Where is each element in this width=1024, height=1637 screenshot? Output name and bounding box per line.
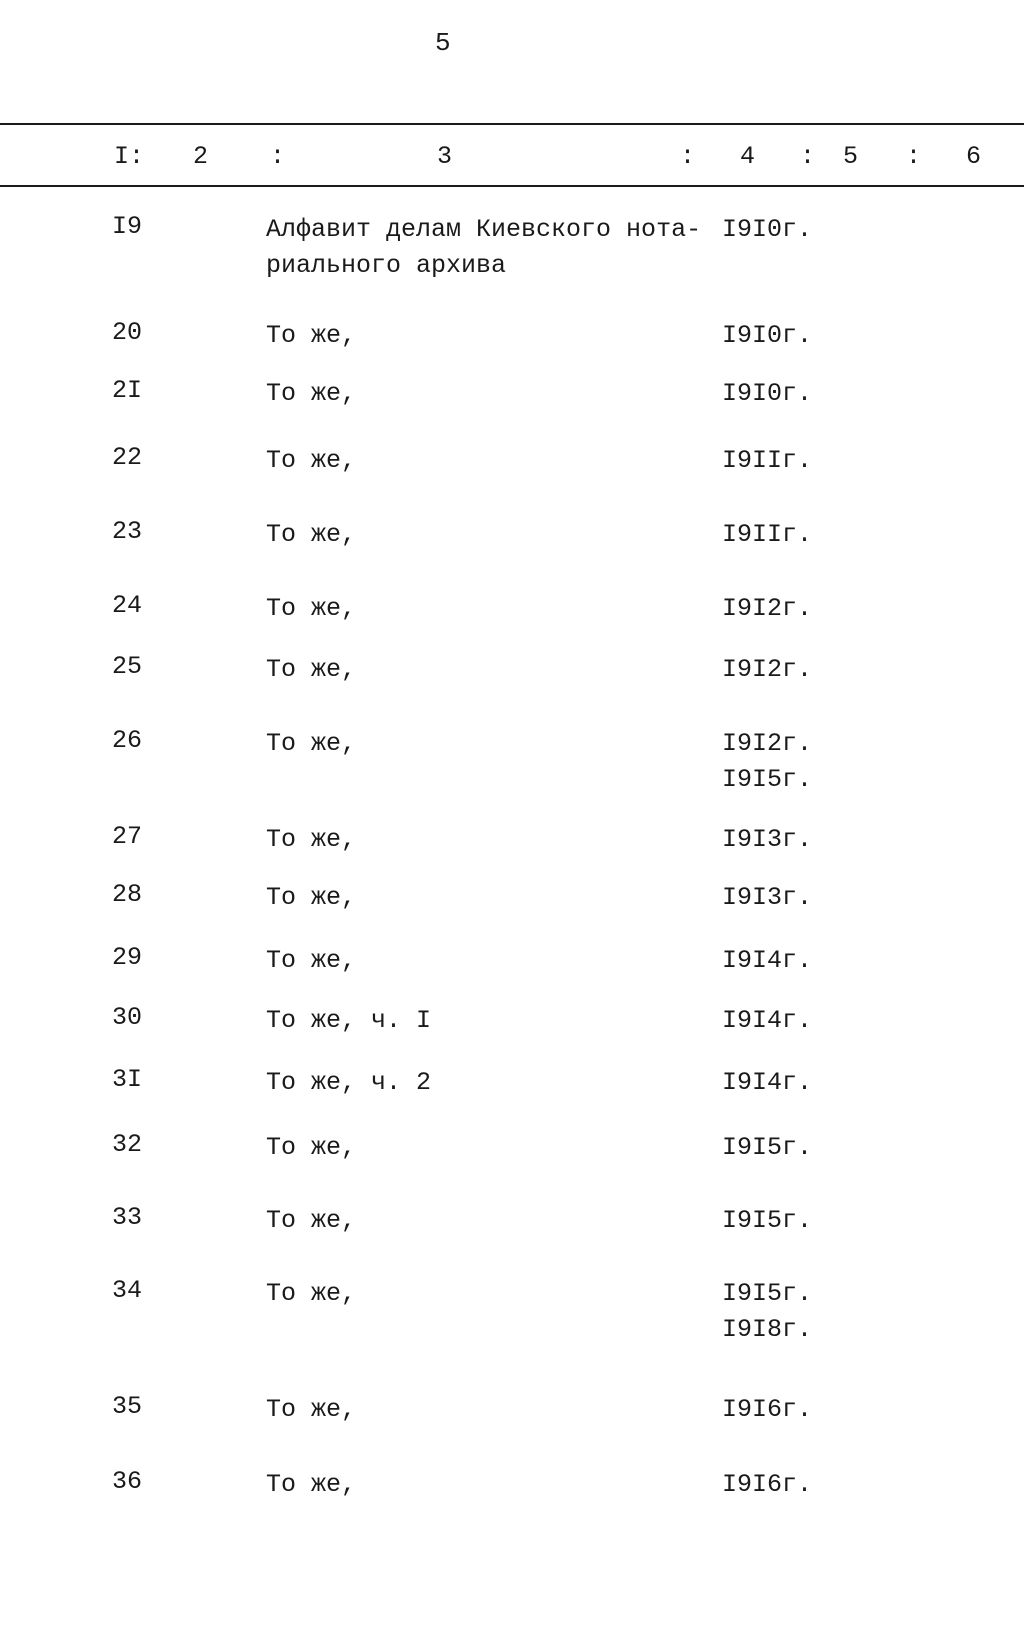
item-date: I9I8г.	[722, 1315, 813, 1344]
item-dates	[722, 212, 812, 248]
item-date: I9I5г.	[722, 1133, 813, 1162]
item-date: I9I0г.	[722, 379, 813, 408]
item-number: 28	[112, 880, 143, 909]
item-dates	[722, 1203, 812, 1239]
header-col-6: 6	[966, 142, 982, 171]
item-dates	[722, 726, 812, 798]
item-date: I9I3г.	[722, 883, 813, 912]
item-title: То же,	[266, 1470, 357, 1499]
item-title: То же,	[266, 520, 357, 549]
item-title: То же,	[266, 825, 357, 854]
item-date: I9I0г.	[722, 321, 813, 350]
header-separator: :	[270, 142, 286, 171]
item-date: I9IIг.	[722, 520, 813, 549]
header-bottom-rule	[0, 185, 1024, 187]
item-date: I9I4г.	[722, 1006, 813, 1035]
item-number: 32	[112, 1130, 143, 1159]
item-title: То же,	[266, 446, 357, 475]
item-dates	[722, 1003, 812, 1039]
column-header-row	[0, 142, 1024, 172]
item-title: То же,	[266, 1133, 357, 1162]
header-separator: :	[906, 142, 922, 171]
item-title: То же, ч. I	[266, 1006, 432, 1035]
item-date: I9I4г.	[722, 1068, 813, 1097]
item-date: I9I0г.	[722, 215, 813, 244]
header-separator: :	[680, 142, 696, 171]
item-date: I9I5г.	[722, 1279, 813, 1308]
item-number: I9	[112, 212, 143, 241]
item-title: То же, ч. 2	[266, 1068, 432, 1097]
header-col-2: 2	[193, 142, 209, 171]
item-number: 22	[112, 443, 143, 472]
item-dates	[722, 318, 812, 354]
item-date: I9IIг.	[722, 446, 813, 475]
item-title: То же,	[266, 379, 357, 408]
item-number: 35	[112, 1392, 143, 1421]
item-number: 3I	[112, 1065, 143, 1094]
item-number: 23	[112, 517, 143, 546]
item-number: 33	[112, 1203, 143, 1232]
item-number: 20	[112, 318, 143, 347]
item-number: 30	[112, 1003, 143, 1032]
item-title: Алфавит делам Киевского нота- риального архива	[266, 215, 702, 280]
item-title: То же,	[266, 729, 357, 758]
item-date: I9I2г.	[722, 594, 813, 623]
header-col-5: 5	[843, 142, 859, 171]
item-dates	[722, 1276, 812, 1348]
item-dates	[722, 443, 812, 479]
header-col-3: 3	[437, 142, 453, 171]
item-date: I9I3г.	[722, 825, 813, 854]
item-dates	[722, 1392, 812, 1428]
page-number: 5	[435, 28, 451, 58]
item-dates	[722, 517, 812, 553]
item-date: I9I4г.	[722, 946, 813, 975]
item-dates	[722, 1467, 812, 1503]
item-date: I9I2г.	[722, 729, 813, 758]
item-dates	[722, 376, 812, 412]
item-date: I9I6г.	[722, 1470, 813, 1499]
item-dates	[722, 943, 812, 979]
item-dates	[722, 652, 812, 688]
header-separator: :	[800, 142, 816, 171]
item-number: 25	[112, 652, 143, 681]
item-title: То же,	[266, 1279, 357, 1308]
item-dates	[722, 1065, 812, 1101]
item-date: I9I5г.	[722, 1206, 813, 1235]
item-number: 2I	[112, 376, 143, 405]
header-col-4: 4	[740, 142, 756, 171]
item-dates	[722, 822, 812, 858]
item-number: 29	[112, 943, 143, 972]
item-number: 26	[112, 726, 143, 755]
item-title: То же,	[266, 594, 357, 623]
item-title: То же,	[266, 655, 357, 684]
item-date: I9I2г.	[722, 655, 813, 684]
item-title: То же,	[266, 883, 357, 912]
item-number: 34	[112, 1276, 143, 1305]
item-number: 27	[112, 822, 143, 851]
header-top-rule	[0, 123, 1024, 125]
header-col-1: I:	[114, 142, 145, 171]
item-title: То же,	[266, 946, 357, 975]
item-title: То же,	[266, 321, 357, 350]
item-date: I9I6г.	[722, 1395, 813, 1424]
item-title: То же,	[266, 1395, 357, 1424]
item-number: 36	[112, 1467, 143, 1496]
item-title: То же,	[266, 1206, 357, 1235]
item-dates	[722, 880, 812, 916]
item-number: 24	[112, 591, 143, 620]
item-dates	[722, 591, 812, 627]
item-dates	[722, 1130, 812, 1166]
item-date: I9I5г.	[722, 765, 813, 794]
